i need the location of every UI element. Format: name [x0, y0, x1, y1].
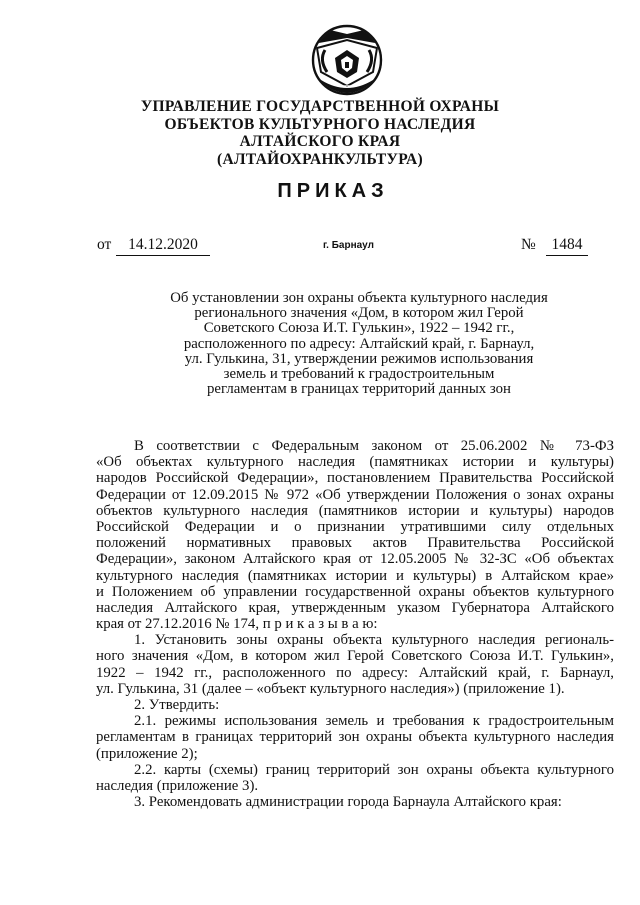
body-line: «Об объектах культурного наследия (памятниках истории и культуры) — [96, 454, 614, 471]
body-line: наследия (приложение 3). — [96, 777, 259, 794]
number-sign: № — [521, 236, 536, 253]
date-label: от — [97, 236, 112, 253]
body-line: ного значения «Дом, в котором жил Герой Советского Союза И.Т. Гулькин», — [96, 648, 614, 665]
order-city: г. Барнаул — [323, 240, 374, 251]
organization-line: АЛТАЙСКОГО КРАЯ — [239, 133, 401, 150]
body-line: Федерации от 12.09.2015 № 972 «Об утверждении Положения о зонах охраны — [96, 486, 614, 503]
body-line: наследия Алтайского края, утвержденным указом Губернатора Алтайского — [96, 599, 614, 616]
subject-line: регламентам в границах территорий данных зон — [207, 381, 511, 398]
document-title: ПРИКАЗ — [277, 180, 389, 202]
order-body — [96, 438, 614, 810]
subject-line: земель и требований к градостроительным — [223, 366, 495, 383]
body-line: Российской Федерации и о признании утратившими силу отдельных — [96, 518, 614, 535]
body-line: регламентам в границах территорий зон охраны объекта культурного наследия — [96, 729, 614, 746]
order-subject — [0, 291, 640, 397]
body-line: положений нормативных правовых актов Правительства Российской — [96, 535, 614, 552]
order-details-row — [0, 236, 640, 262]
body-line: края от 27.12.2016 № 174, п р и к а з ы в а ю: — [96, 616, 378, 633]
subject-line: регионального значения «Дом, в котором жил Герой — [194, 305, 524, 322]
body-line: 1. Установить зоны охраны объекта культурного наследия региональ- — [134, 632, 614, 649]
body-line: народов Российской Федерации», постановлением Правительства Российской — [96, 470, 614, 487]
subject-line: Об установлении зон охраны объекта культурного наследия — [170, 290, 548, 306]
body-line: 2.1. режимы использования земель и требования к градостроительным — [134, 713, 614, 730]
subject-line: ул. Гулькина, 31, утверждении режимов использования — [184, 350, 534, 367]
body-line: В соответствии с Федеральным законом от 25.06.2002 № 73-ФЗ — [134, 438, 614, 454]
organization-name — [0, 98, 640, 168]
body-line: и Положением об управлении государственной охраны объектов культурного — [96, 583, 614, 600]
body-line: 2. Утвердить: — [134, 697, 220, 713]
organization-line: УПРАВЛЕНИЕ ГОСУДАРСТВЕННОЙ ОХРАНЫ — [140, 98, 500, 115]
body-line: 3. Рекомендовать администрации города Барнаула Алтайского края: — [134, 794, 562, 811]
coat-of-arms-emblem — [311, 24, 383, 96]
organization-line: (АЛТАЙОХРАНКУЛЬТУРА) — [217, 150, 423, 168]
body-line: 1922 – 1942 гг., расположенного по адресу: Алтайский край, г. Барнаул, — [96, 664, 614, 681]
body-line: объектов культурного наследия (памятников истории и культуры) народов — [96, 502, 614, 519]
order-date: 14.12.2020 — [116, 236, 210, 256]
body-line: культурного наследия (памятниках истории и культуры) в Алтайском крае» — [96, 567, 614, 584]
order-number: 1484 — [546, 236, 588, 256]
subject-line: Советского Союза И.Т. Гулькин», 1922 – 1942 гг., — [203, 320, 515, 337]
body-line: 2.2. карты (схемы) границ территорий зон охраны объекта культурного — [134, 761, 614, 778]
body-line: ул. Гулькина, 31 (далее – «объект культурного наследия») (приложение 1). — [96, 680, 565, 697]
subject-line: расположенного по адресу: Алтайский край, г. Барнаул, — [183, 335, 535, 352]
body-line: (приложение 2); — [96, 745, 198, 762]
body-line: Федерации», законом Алтайского края от 12.05.2005 № 32-ЗС «Об объектах — [96, 551, 614, 568]
organization-line: ОБЪЕКТОВ КУЛЬТУРНОГО НАСЛЕДИЯ — [164, 115, 476, 133]
